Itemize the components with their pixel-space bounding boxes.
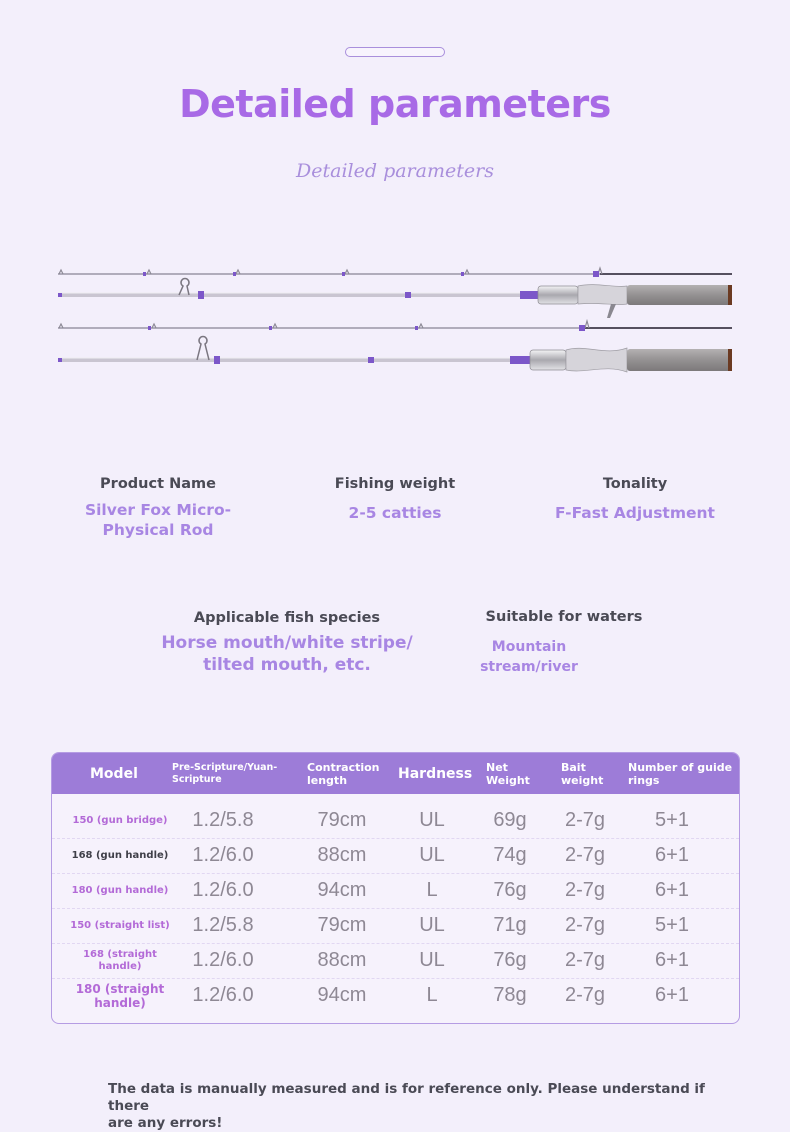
product-name-value-line2: Physical Rod [102, 521, 214, 539]
header-net-weight [486, 753, 530, 794]
tonality-block [515, 476, 755, 523]
header-guide-rings [628, 753, 732, 794]
cell-rings: 5+1 [655, 914, 689, 936]
fishing-weight-value: 2-5 catties [348, 504, 442, 522]
cell-rings: 6+1 [655, 879, 689, 901]
tonality-value: F-Fast Adjustment [555, 504, 715, 522]
cell-contraction: 88cm [317, 844, 367, 866]
disclaimer-line2: are any errors! [108, 1115, 223, 1131]
cell-net: 78g [493, 984, 527, 1006]
cell-bait: 2-7g [564, 844, 606, 866]
spec-table [51, 752, 740, 1024]
top-decorative-pill [345, 47, 445, 57]
fish-species-block [158, 610, 416, 676]
cell-hardness: L [426, 984, 438, 1006]
cell-net: 69g [493, 809, 527, 831]
cell-rings: 6+1 [655, 844, 689, 866]
product-name-block [58, 476, 258, 540]
cell-contraction: 94cm [317, 984, 367, 1006]
cell-contraction: 79cm [317, 809, 367, 831]
cell-hardness: L [426, 879, 438, 901]
rod-1-butt-section [58, 279, 732, 318]
table-row [52, 838, 739, 874]
cell-bait: 2-7g [564, 809, 606, 831]
rod-2-tip-section [58, 321, 732, 331]
page-title: Detailed parameters [179, 82, 611, 126]
table-row [52, 873, 739, 909]
cell-net: 76g [493, 879, 527, 901]
cell-pre: 1.2/5.8 [192, 809, 254, 831]
waters-block [444, 609, 684, 677]
cell-pre: 1.2/6.0 [192, 879, 254, 901]
fishing-weight-label: Fishing weight [334, 476, 456, 492]
header-pre-scripture [172, 753, 292, 794]
header-bait-weight [561, 753, 603, 794]
header-net-weight-line2: Weight [486, 773, 530, 787]
cell-model [66, 978, 174, 1013]
table-row [52, 908, 739, 944]
header-pre-scripture-line2: Scripture [172, 773, 222, 785]
cell-rings: 6+1 [655, 984, 689, 1006]
cell-model [70, 838, 170, 873]
cell-model-line2: handle) [98, 960, 142, 972]
fish-species-label: Applicable fish species [193, 610, 381, 626]
cell-bait: 2-7g [564, 984, 606, 1006]
fish-species-value-line2: tilted mouth, etc. [203, 655, 371, 675]
product-name-value-line1: Silver Fox Micro- [84, 501, 232, 519]
cell-model-line1: 168 (gun handle) [71, 849, 169, 861]
cell-bait: 2-7g [564, 949, 606, 971]
header-pre-scripture-line1: Pre-Scripture/Yuan- [172, 761, 278, 773]
header-contraction-line1: Contraction [307, 760, 380, 774]
header-guide-rings-line2: rings [628, 773, 660, 787]
cell-hardness: UL [419, 844, 445, 866]
rod-2-butt-section [58, 337, 732, 372]
fishing-rods-illustration [55, 260, 735, 378]
cell-pre: 1.2/5.8 [192, 914, 254, 936]
fish-species-value-line1: Horse mouth/white stripe/ [161, 633, 413, 653]
fishing-weight-block [295, 476, 495, 523]
cell-model-line1: 168 (straight [83, 948, 157, 960]
cell-model [70, 873, 170, 908]
waters-label: Suitable for waters [485, 609, 643, 625]
header-contraction-line2: length [307, 773, 348, 787]
cell-model-line1: 150 (gun bridge) [72, 814, 168, 826]
table-header [52, 753, 739, 794]
waters-value: Mountain stream/river [480, 639, 578, 675]
fish-species-value [158, 632, 416, 676]
cell-bait: 2-7g [564, 879, 606, 901]
header-net-weight-line1: Net [486, 760, 508, 774]
cell-hardness: UL [419, 949, 445, 971]
header-bait-weight-line1: Bait [561, 760, 586, 774]
product-name-label: Product Name [100, 476, 216, 492]
cell-contraction: 88cm [317, 949, 367, 971]
rod-1-tip-section [58, 268, 732, 277]
cell-contraction: 94cm [317, 879, 367, 901]
tonality-label: Tonality [602, 476, 668, 492]
cell-rings: 6+1 [655, 949, 689, 971]
table-row [52, 978, 739, 1013]
table-row [52, 803, 739, 839]
cell-hardness: UL [419, 809, 445, 831]
cell-rings: 5+1 [655, 809, 689, 831]
disclaimer-note [108, 1081, 708, 1132]
cell-model-line1: 180 (straight [75, 981, 165, 996]
header-model: Model [90, 765, 138, 782]
cell-net: 76g [493, 949, 527, 971]
cell-bait: 2-7g [564, 914, 606, 936]
cell-model [70, 943, 170, 978]
cell-model-line1: 150 (straight list) [70, 919, 170, 931]
cell-model [70, 803, 170, 838]
cell-model-line1: 180 (gun handle) [71, 884, 169, 896]
page-subtitle: Detailed parameters [296, 160, 494, 182]
header-contraction [307, 753, 380, 794]
header-bait-weight-line2: weight [561, 773, 604, 787]
table-row [52, 943, 739, 979]
cell-contraction: 79cm [317, 914, 367, 936]
disclaimer-line1: The data is manually measured and is for reference only. Please understand if there [108, 1081, 705, 1114]
cell-pre: 1.2/6.0 [192, 949, 254, 971]
cell-model-line2: handle) [94, 995, 146, 1010]
header-guide-rings-line1: Number of guide [628, 760, 733, 774]
product-name-value [58, 500, 258, 540]
cell-pre: 1.2/6.0 [192, 984, 254, 1006]
cell-net: 74g [493, 844, 527, 866]
cell-net: 71g [493, 914, 527, 936]
header-hardness: Hardness [398, 765, 473, 782]
cell-model [70, 908, 170, 943]
cell-pre: 1.2/6.0 [192, 844, 254, 866]
cell-hardness: UL [419, 914, 445, 936]
